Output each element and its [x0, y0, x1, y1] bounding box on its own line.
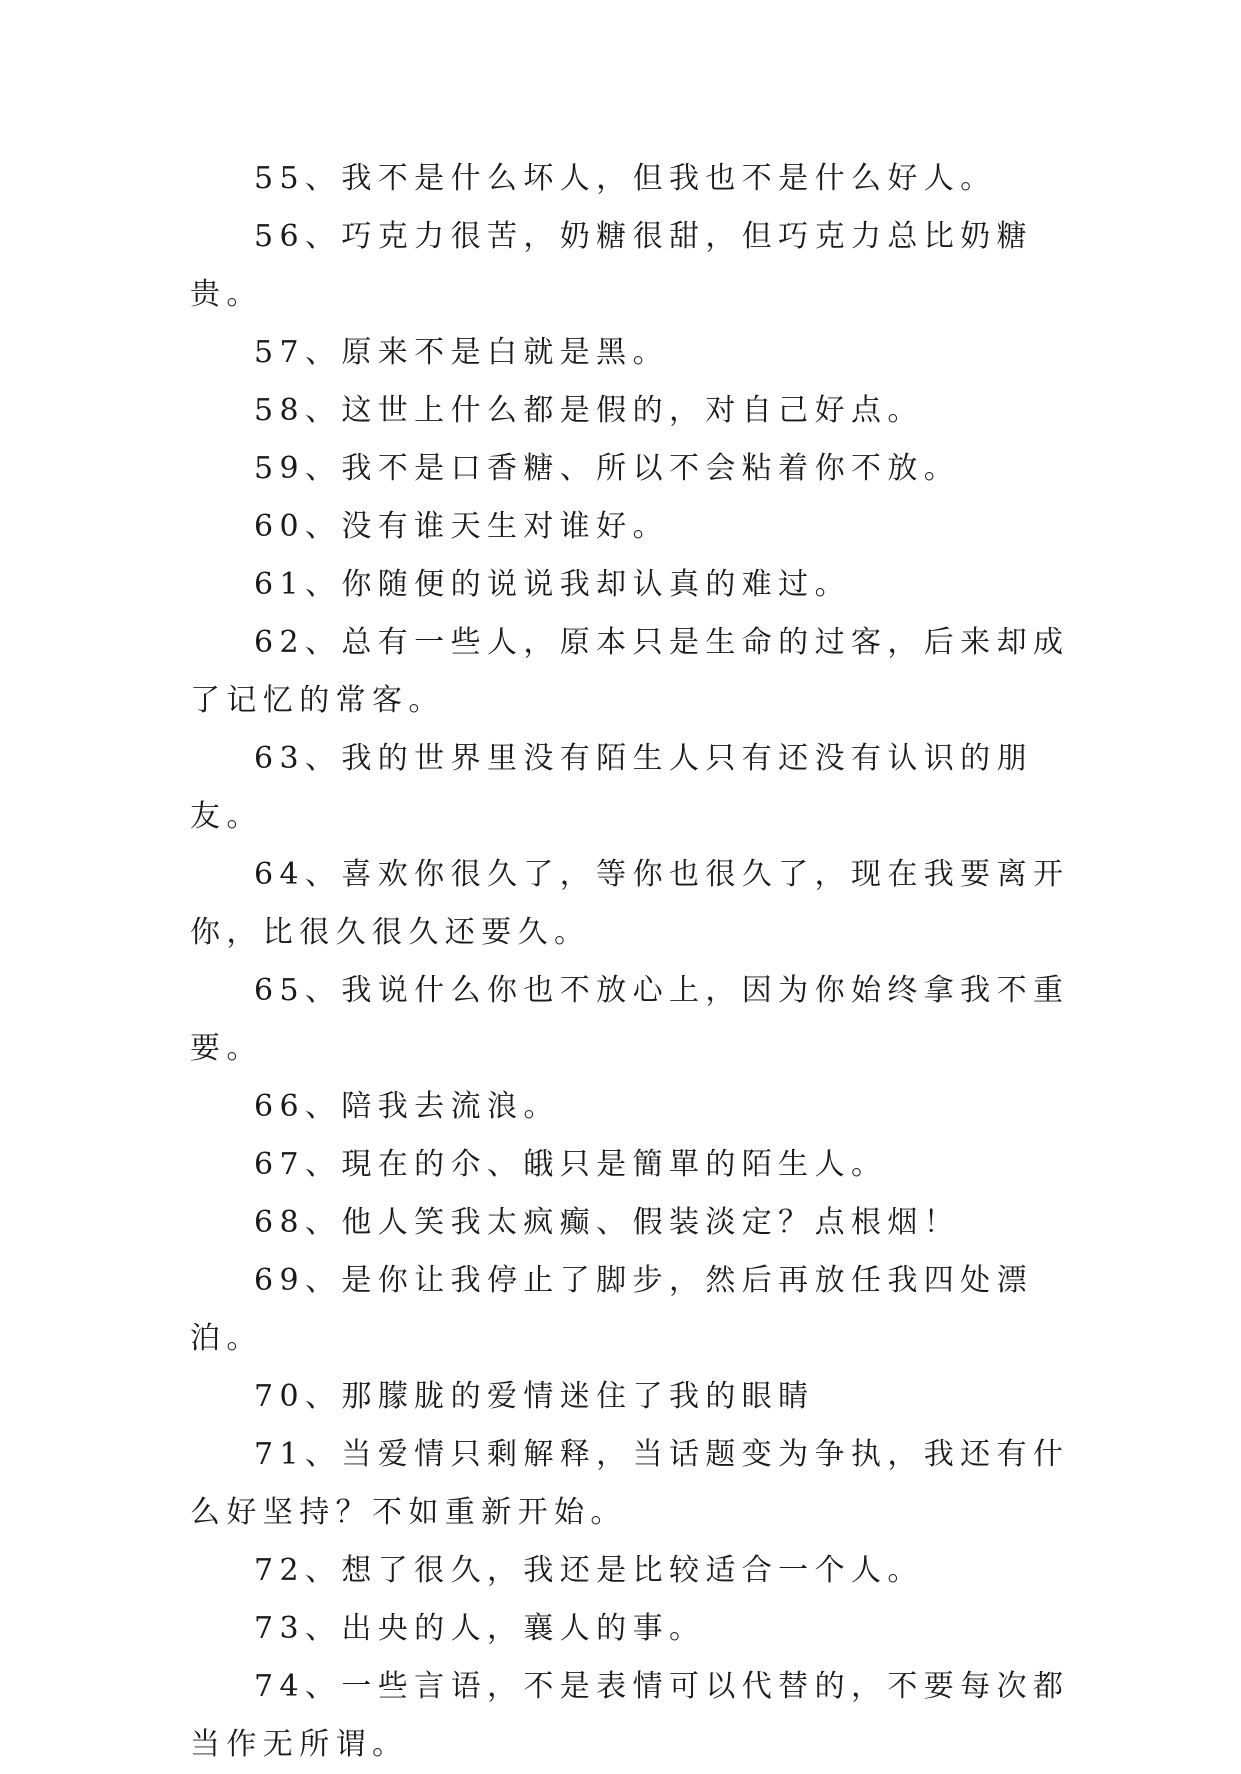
paragraph-73: 73、出央的人，襄人的事。 — [254, 1611, 706, 1646]
paragraph-58: 58、这世上什么都是假的，对自己好点。 — [254, 393, 924, 428]
paragraph-62: 62、总有一些人，原本只是生命的过客，后来却成了记忆的常客。 — [190, 625, 1070, 718]
paragraph-70: 70、那朦胧的爱情迷住了我的眼睛 — [254, 1379, 815, 1414]
paragraph-72: 72、想了很久，我还是比较适合一个人。 — [254, 1553, 924, 1588]
paragraph-67: 67、現在的尒、皒只是簡單的陌生人。 — [254, 1147, 888, 1182]
paragraph-57: 57、原来不是白就是黑。 — [254, 335, 669, 370]
paragraph-60: 60、没有谁天生对谁好。 — [254, 509, 669, 544]
document-body — [190, 150, 1070, 1774]
paragraph-71: 71、当爱情只剩解释，当话题变为争执，我还有什么好坚持？不如重新开始。 — [190, 1437, 1070, 1530]
paragraph-74: 74、一些言语，不是表情可以代替的，不要每次都当作无所谓。 — [190, 1669, 1070, 1762]
paragraph-69: 69、是你让我停止了脚步，然后再放任我四处漂泊。 — [190, 1263, 1033, 1356]
paragraph-63: 63、我的世界里没有陌生人只有还没有认识的朋友。 — [190, 741, 1033, 834]
paragraph-61: 61、你随便的说说我却认真的难过。 — [254, 567, 851, 602]
paragraph-66: 66、陪我去流浪。 — [254, 1089, 560, 1124]
paragraph-64: 64、喜欢你很久了，等你也很久了，现在我要离开你，比很久很久还要久。 — [190, 857, 1070, 950]
paragraph-55: 55、我不是什么坏人，但我也不是什么好人。 — [254, 161, 997, 196]
paragraph-65: 65、我说什么你也不放心上，因为你始终拿我不重要。 — [190, 973, 1070, 1066]
paragraph-56: 56、巧克力很苦，奶糖很甜，但巧克力总比奶糖贵。 — [190, 219, 1033, 312]
paragraph-59: 59、我不是口香糖、所以不会粘着你不放。 — [254, 451, 961, 486]
paragraph-68: 68、他人笑我太疯癫、假装淡定？点根烟！ — [254, 1205, 961, 1240]
